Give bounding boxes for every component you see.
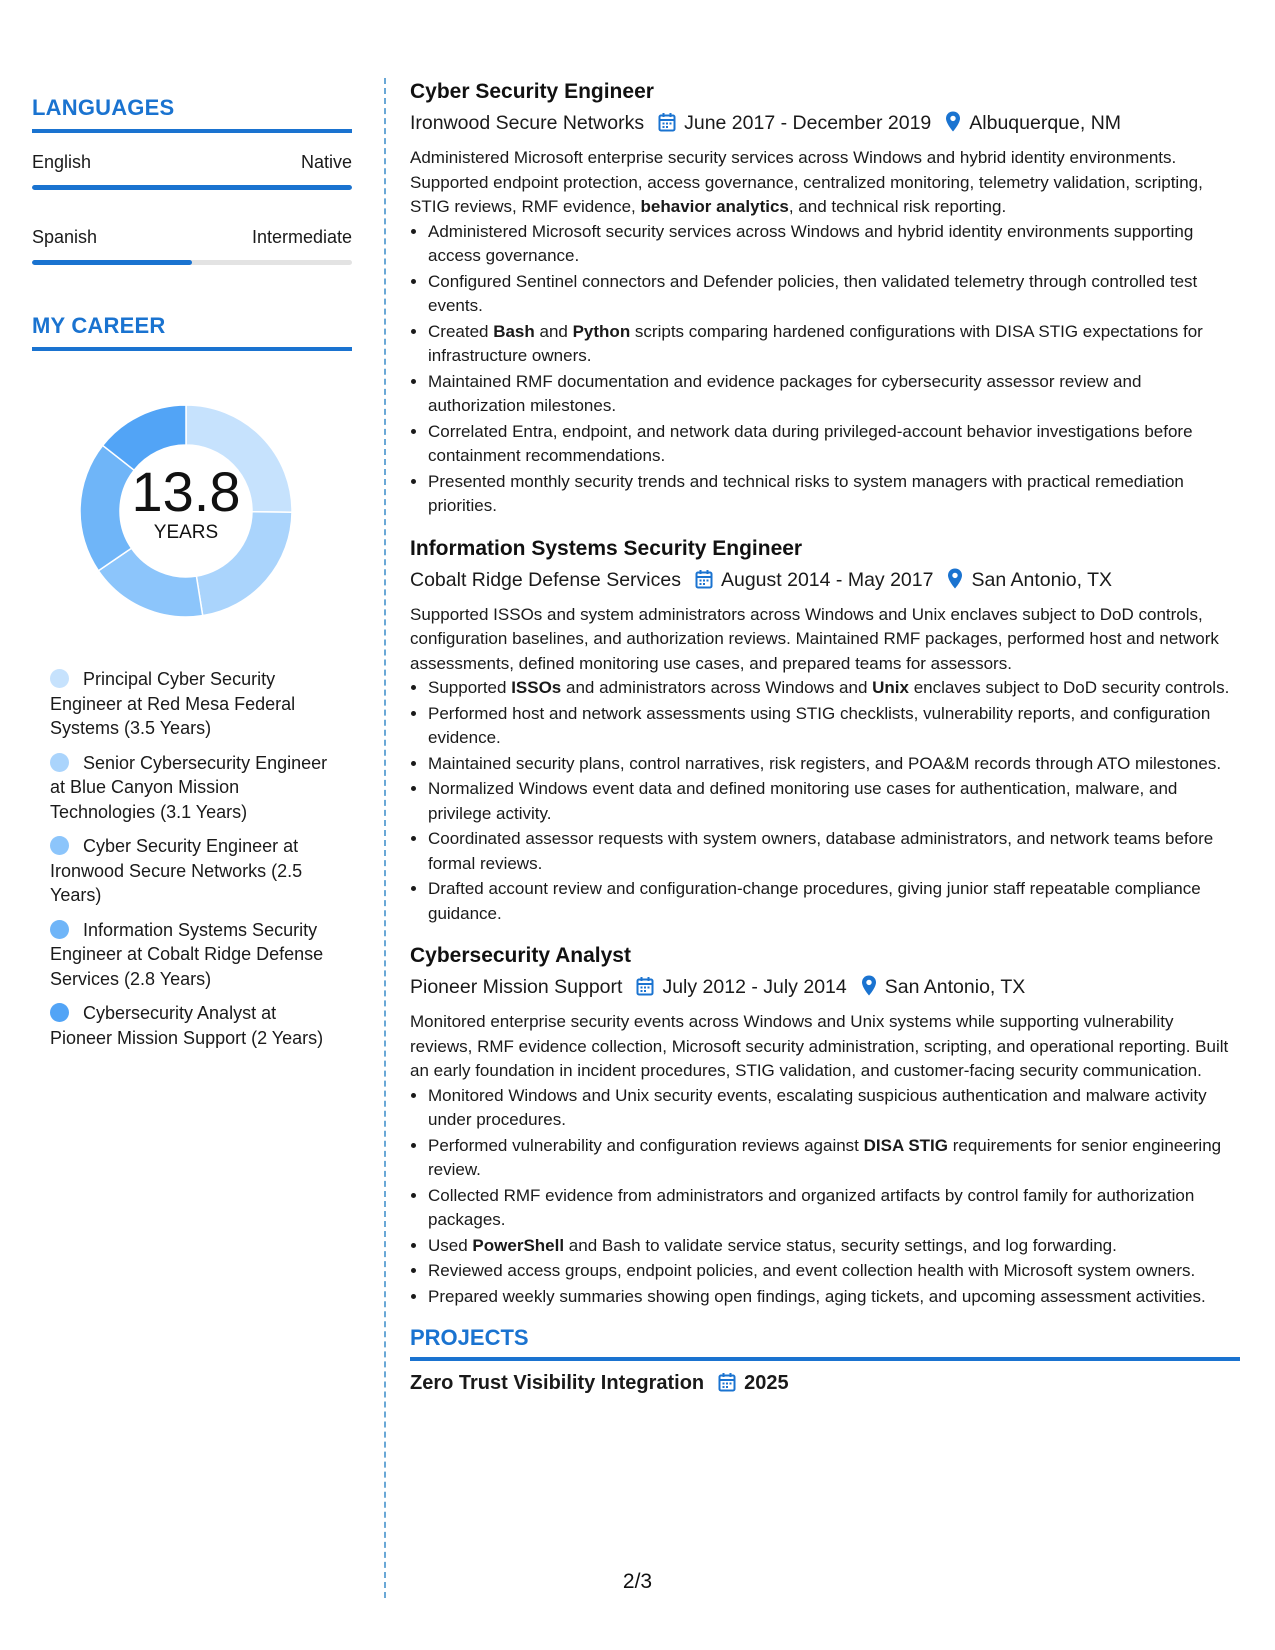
bullet-item: • Performed host and network assessments using STIG checklists, vulnerability reports, and configuration evidence. bbox=[428, 702, 1240, 751]
project-year: 2025 bbox=[744, 1372, 789, 1394]
bullet-item: • Performed vulnerability and configuration reviews against DISA STIG requirements for senior engineering review. bbox=[428, 1134, 1240, 1183]
career-legend-item bbox=[50, 1001, 340, 1050]
language-name: Spanish bbox=[32, 227, 98, 247]
job-meta bbox=[410, 566, 1240, 597]
career-legend-item bbox=[50, 667, 340, 741]
languages-list bbox=[32, 149, 352, 265]
job-title: Information Systems Security Engineer bbox=[410, 536, 803, 560]
job-dates: August 2014 - May 2017 bbox=[720, 568, 934, 591]
job-meta bbox=[410, 973, 1240, 1004]
page-number: 2/3 bbox=[622, 1570, 653, 1593]
projects-list bbox=[410, 1369, 1240, 1400]
career-legend-text: Principal Cyber Security Engineer at Red Mesa Federal Systems (3.5 Years) bbox=[50, 669, 296, 738]
job-location: San Antonio, TX bbox=[884, 976, 1026, 998]
career-legend-text: Information Systems Security Engineer at Cobalt Ridge Defense Services (2.8 Years) bbox=[50, 919, 324, 989]
legend-color-dot bbox=[50, 1003, 69, 1022]
donut-center bbox=[66, 460, 306, 545]
projects-heading: PROJECTS bbox=[410, 1325, 1240, 1361]
company-name: Ironwood Secure Networks bbox=[410, 112, 645, 134]
projects-section bbox=[410, 1325, 1240, 1400]
language-proficiency-fill bbox=[32, 185, 352, 190]
languages-section bbox=[32, 95, 352, 265]
career-legend-item bbox=[50, 918, 340, 992]
career-donut-chart bbox=[66, 391, 306, 631]
career-legend-item bbox=[50, 751, 340, 825]
bullet-item: • Prepared weekly summaries showing open findings, aging tickets, and upcoming assessment activities. bbox=[428, 1285, 1240, 1310]
bullet-item: • Coordinated assessor requests with system owners, database administrators, and network teams before formal reviews. bbox=[428, 827, 1240, 876]
job-dates: July 2012 - July 2014 bbox=[662, 976, 847, 998]
languages-heading: LANGUAGES bbox=[32, 95, 352, 133]
job-summary: Administered Microsoft enterprise security services across Windows and hybrid identity environments. Supported endpoint protection, access governance, centralized monitoring, telemetry validation, scripting, STIG reviews, RMF evidence, behavior analytics, and technical risk reporting. bbox=[410, 148, 1203, 216]
project-name: Zero Trust Visibility Integration bbox=[410, 1372, 705, 1394]
career-legend-item bbox=[50, 834, 340, 908]
calendar-icon bbox=[695, 569, 713, 597]
legend-color-dot bbox=[50, 669, 69, 688]
job-location: San Antonio, TX bbox=[971, 568, 1113, 591]
bullet-item: • Collected RMF evidence from administrators and organized artifacts by control family for authorization packages. bbox=[428, 1184, 1240, 1233]
language-level: Intermediate bbox=[251, 227, 352, 247]
calendar-icon bbox=[636, 976, 654, 1004]
bullet-item: • Supported ISSOs and administrators across Windows and Unix enclaves subject to DoD security controls. bbox=[428, 676, 1240, 701]
bullet-item: • Maintained security plans, control narratives, risk registers, and POA&M records through ATO milestones. bbox=[428, 752, 1240, 777]
job-meta bbox=[410, 109, 1240, 140]
career-legend-text: Senior Cybersecurity Engineer at Blue Canyon Mission Technologies (3.1 Years) bbox=[50, 752, 328, 822]
language-row bbox=[32, 149, 352, 175]
location-pin-icon bbox=[861, 975, 877, 1004]
calendar-icon bbox=[658, 112, 676, 140]
job-summary: Monitored enterprise security events across Windows and Unix systems while supporting vulnerability reviews, RMF evidence collection, Microsoft security administration, scripting, and operational reporting. Built an early foundation in incident procedures, STIG validation, and customer-facing security communication. bbox=[410, 1012, 1229, 1080]
job-bullets bbox=[410, 1084, 1240, 1310]
left-column bbox=[32, 95, 352, 1060]
company-name: Pioneer Mission Support bbox=[410, 976, 623, 998]
total-years-number: 13.8 bbox=[131, 460, 241, 523]
career-legend bbox=[50, 667, 340, 1050]
job-location: Albuquerque, NM bbox=[969, 112, 1122, 134]
job-dates: June 2017 - December 2019 bbox=[684, 112, 932, 134]
bullet-item: • Normalized Windows event data and defined monitoring use cases for authentication, malware, and privilege activity. bbox=[428, 777, 1240, 826]
bullet-item: • Used PowerShell and Bash to validate service status, security settings, and log forwarding. bbox=[428, 1234, 1240, 1259]
job-bullets bbox=[410, 676, 1240, 926]
language-name: English bbox=[32, 152, 92, 172]
job-entry bbox=[410, 535, 1240, 927]
job-entry bbox=[410, 942, 1240, 1309]
job-summary: Supported ISSOs and system administrators across Windows and Unix enclaves subject to DoD controls, configuration baselines, and authorization reviews. Maintained RMF packages, performed host and network assessments, defined monitoring use cases, and prepared teams for assessors. bbox=[410, 604, 1219, 673]
bullet-item: • Configured Sentinel connectors and Defender policies, then validated telemetry through controlled test events. bbox=[428, 270, 1240, 319]
career-heading: MY CAREER bbox=[32, 313, 352, 351]
job-title: Cyber Security Engineer bbox=[410, 80, 654, 103]
job-title: Cybersecurity Analyst bbox=[410, 944, 631, 967]
project-entry bbox=[410, 1369, 1240, 1400]
bullet-item: • Reviewed access groups, endpoint policies, and event collection health with Microsoft system owners. bbox=[428, 1259, 1240, 1284]
career-section bbox=[32, 313, 352, 1050]
bullet-item: • Correlated Entra, endpoint, and network data during privileged-account behavior investigations before containment recommendations. bbox=[428, 420, 1240, 469]
column-divider bbox=[384, 78, 386, 1598]
legend-color-dot bbox=[50, 753, 69, 772]
language-proficiency-bar bbox=[32, 185, 352, 190]
bullet-item: • Maintained RMF documentation and evidence packages for cybersecurity assessor review and authorization milestones. bbox=[428, 370, 1240, 419]
bullet-item: • Administered Microsoft security services across Windows and hybrid identity environments supporting access governance. bbox=[428, 220, 1240, 269]
bullet-item: • Created Bash and Python scripts comparing hardened configurations with DISA STIG expectations for infrastructure owners. bbox=[428, 320, 1240, 369]
language-proficiency-fill bbox=[32, 260, 192, 265]
career-legend-text: Cyber Security Engineer at Ironwood Secure Networks (2.5 Years) bbox=[50, 836, 303, 905]
language-level: Native bbox=[300, 152, 352, 172]
company-name: Cobalt Ridge Defense Services bbox=[410, 568, 681, 591]
bullet-item: • Presented monthly security trends and technical risks to system managers with practical remediation priorities. bbox=[428, 470, 1240, 519]
job-bullets bbox=[410, 220, 1240, 519]
right-column bbox=[410, 78, 1240, 1400]
bullet-item: • Drafted account review and configuration-change procedures, giving junior staff repeatable compliance guidance. bbox=[428, 877, 1240, 926]
legend-color-dot bbox=[50, 836, 69, 855]
legend-color-dot bbox=[50, 920, 69, 939]
experience-section bbox=[410, 78, 1240, 1309]
bullet-item: • Monitored Windows and Unix security events, escalating suspicious authentication and malware activity under procedures. bbox=[428, 1084, 1240, 1133]
job-entry bbox=[410, 78, 1240, 519]
calendar-icon bbox=[718, 1372, 736, 1400]
total-years-label: YEARS bbox=[153, 522, 219, 543]
location-pin-icon bbox=[947, 568, 963, 597]
location-pin-icon bbox=[945, 111, 961, 140]
career-legend-text: Cybersecurity Analyst at Pioneer Mission Support (2 Years) bbox=[50, 1003, 324, 1048]
language-row bbox=[32, 224, 352, 250]
language-proficiency-bar bbox=[32, 260, 352, 265]
